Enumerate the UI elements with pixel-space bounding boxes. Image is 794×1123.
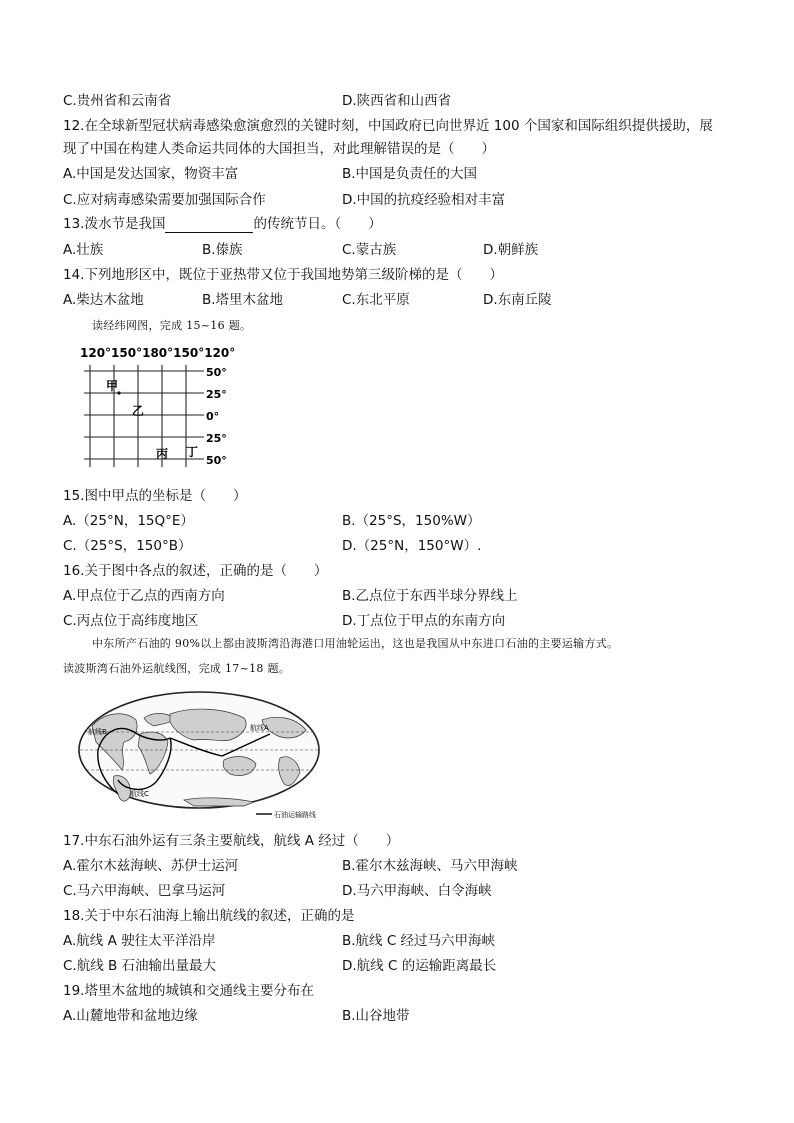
q13-stem <box>63 215 382 233</box>
q18-option-d: D.航线 C 的运输距离最长 <box>342 958 497 974</box>
intro-15-16: 读经纬网图，完成 15~16 题。 <box>92 319 252 332</box>
lat-lon-grid-figure <box>76 343 236 473</box>
q11-option-d: D.陕西省和山西省 <box>342 93 452 109</box>
q12-option-c: C.应对病毒感染需要加强国际合作 <box>63 192 266 208</box>
q13-stem-prefix: 13.泼水节是我国 <box>63 216 166 232</box>
q16-stem: 16.关于图中各点的叙述，正确的是（ ） <box>63 563 328 579</box>
grid-longitude-labels: 120°150°180°150°120° <box>80 346 236 360</box>
lat-label-50s: 50° <box>206 454 227 467</box>
q14-option-b: B.塔里木盆地 <box>202 292 284 308</box>
q14-option-d: D.东南丘陵 <box>483 292 552 308</box>
q17-option-b: B.霍尔木兹海峡、马六甲海峡 <box>342 858 518 874</box>
q11-option-c: C.贵州省和云南省 <box>63 93 172 109</box>
q16-option-b: B.乙点位于东西半球分界线上 <box>342 588 518 604</box>
q12-option-d: D.中国的抗疫经验相对丰富 <box>342 192 506 208</box>
q15-option-c: C.（25°S，150°B） <box>63 538 192 554</box>
q16-option-c: C.丙点位于高纬度地区 <box>63 613 199 629</box>
q18-option-b: B.航线 C 经过马六甲海峡 <box>342 933 496 949</box>
q17-option-d: D.马六甲海峡、白令海峡 <box>342 883 492 899</box>
lat-label-25s: 25° <box>206 432 227 445</box>
q15-option-b: B.（25°S，150%W） <box>342 513 481 529</box>
point-yi-label: 乙 <box>132 404 145 418</box>
q18-option-a: A.航线 A 驶往太平洋沿岸 <box>63 933 216 949</box>
q14-option-c: C.东北平原 <box>342 292 410 308</box>
route-a-label: 航线A <box>250 724 269 732</box>
q19-option-b: B.山谷地带 <box>342 1008 410 1024</box>
q19-option-a: A.山麓地带和盆地边缘 <box>63 1008 198 1024</box>
q17-stem: 17.中东石油外运有三条主要航线，航线 A 经过（ ） <box>63 833 400 849</box>
q13-option-d: D.朝鲜族 <box>483 242 539 258</box>
q12-option-b: B.中国是负责任的大国 <box>342 166 478 182</box>
lat-label-0: 0° <box>206 410 220 423</box>
q16-option-a: A.甲点位于乙点的西南方向 <box>63 588 225 604</box>
q19-stem: 19.塔里木盆地的城镇和交通线主要分布在 <box>63 983 314 999</box>
q18-option-c: C.航线 B 石油输出量最大 <box>63 958 217 974</box>
q15-option-d: D.（25°N，150°W）. <box>342 538 482 554</box>
q13-option-b: B.傣族 <box>202 242 243 258</box>
q13-answer-blank <box>165 218 253 233</box>
q15-option-a: A.（25°N，15Q°E） <box>63 513 194 529</box>
q14-option-a: A.柴达木盆地 <box>63 292 144 308</box>
q16-option-d: D.丁点位于甲点的东南方向 <box>342 613 506 629</box>
q13-option-a: A.壮族 <box>63 242 104 258</box>
legend-label: 石油运输路线 <box>274 811 316 819</box>
q17-option-a: A.霍尔木兹海峡、苏伊士运河 <box>63 858 239 874</box>
oil-route-world-map <box>74 690 324 820</box>
point-jia-label: 甲 <box>106 379 119 393</box>
q12-stem-line1: 12.在全球新型冠状病毒感染愈演愈烈的关键时刻，中国政府已向世界近 100 个国家和国际组织提供援助，展 <box>63 118 713 134</box>
lat-label-25n: 25° <box>206 388 227 401</box>
q13-stem-suffix: 的传统节日。（ ） <box>253 216 382 232</box>
q18-stem: 18.关于中东石油海上输出航线的叙述，正确的是 <box>63 908 355 924</box>
point-bing-label: 丙 <box>156 447 169 461</box>
intro-17-18-line1: 中东所产石油的 90%以上都由波斯湾沿海港口用油轮运出，这也是我国从中东进口石油的主要运输方式。 <box>92 637 619 650</box>
point-ding-label: 丁 <box>186 445 199 459</box>
q14-stem: 14.下列地形区中，既位于亚热带又位于我国地势第三级阶梯的是（ ） <box>63 267 503 283</box>
route-b-label: 航线B <box>88 728 107 736</box>
q15-stem: 15.图中甲点的坐标是（ ） <box>63 488 247 504</box>
q17-option-c: C.马六甲海峡、巴拿马运河 <box>63 883 226 899</box>
lat-label-50n: 50° <box>206 366 227 379</box>
q12-stem-line2: 现了中国在构建人类命运共同体的大国担当，对此理解错误的是（ ） <box>63 141 495 157</box>
intro-17-18-line2: 读波斯湾石油外运航线图，完成 17~18 题。 <box>63 662 291 675</box>
q12-option-a: A.中国是发达国家，物资丰富 <box>63 166 239 182</box>
q13-option-c: C.蒙古族 <box>342 242 397 258</box>
route-c-label: 航线C <box>130 790 149 798</box>
